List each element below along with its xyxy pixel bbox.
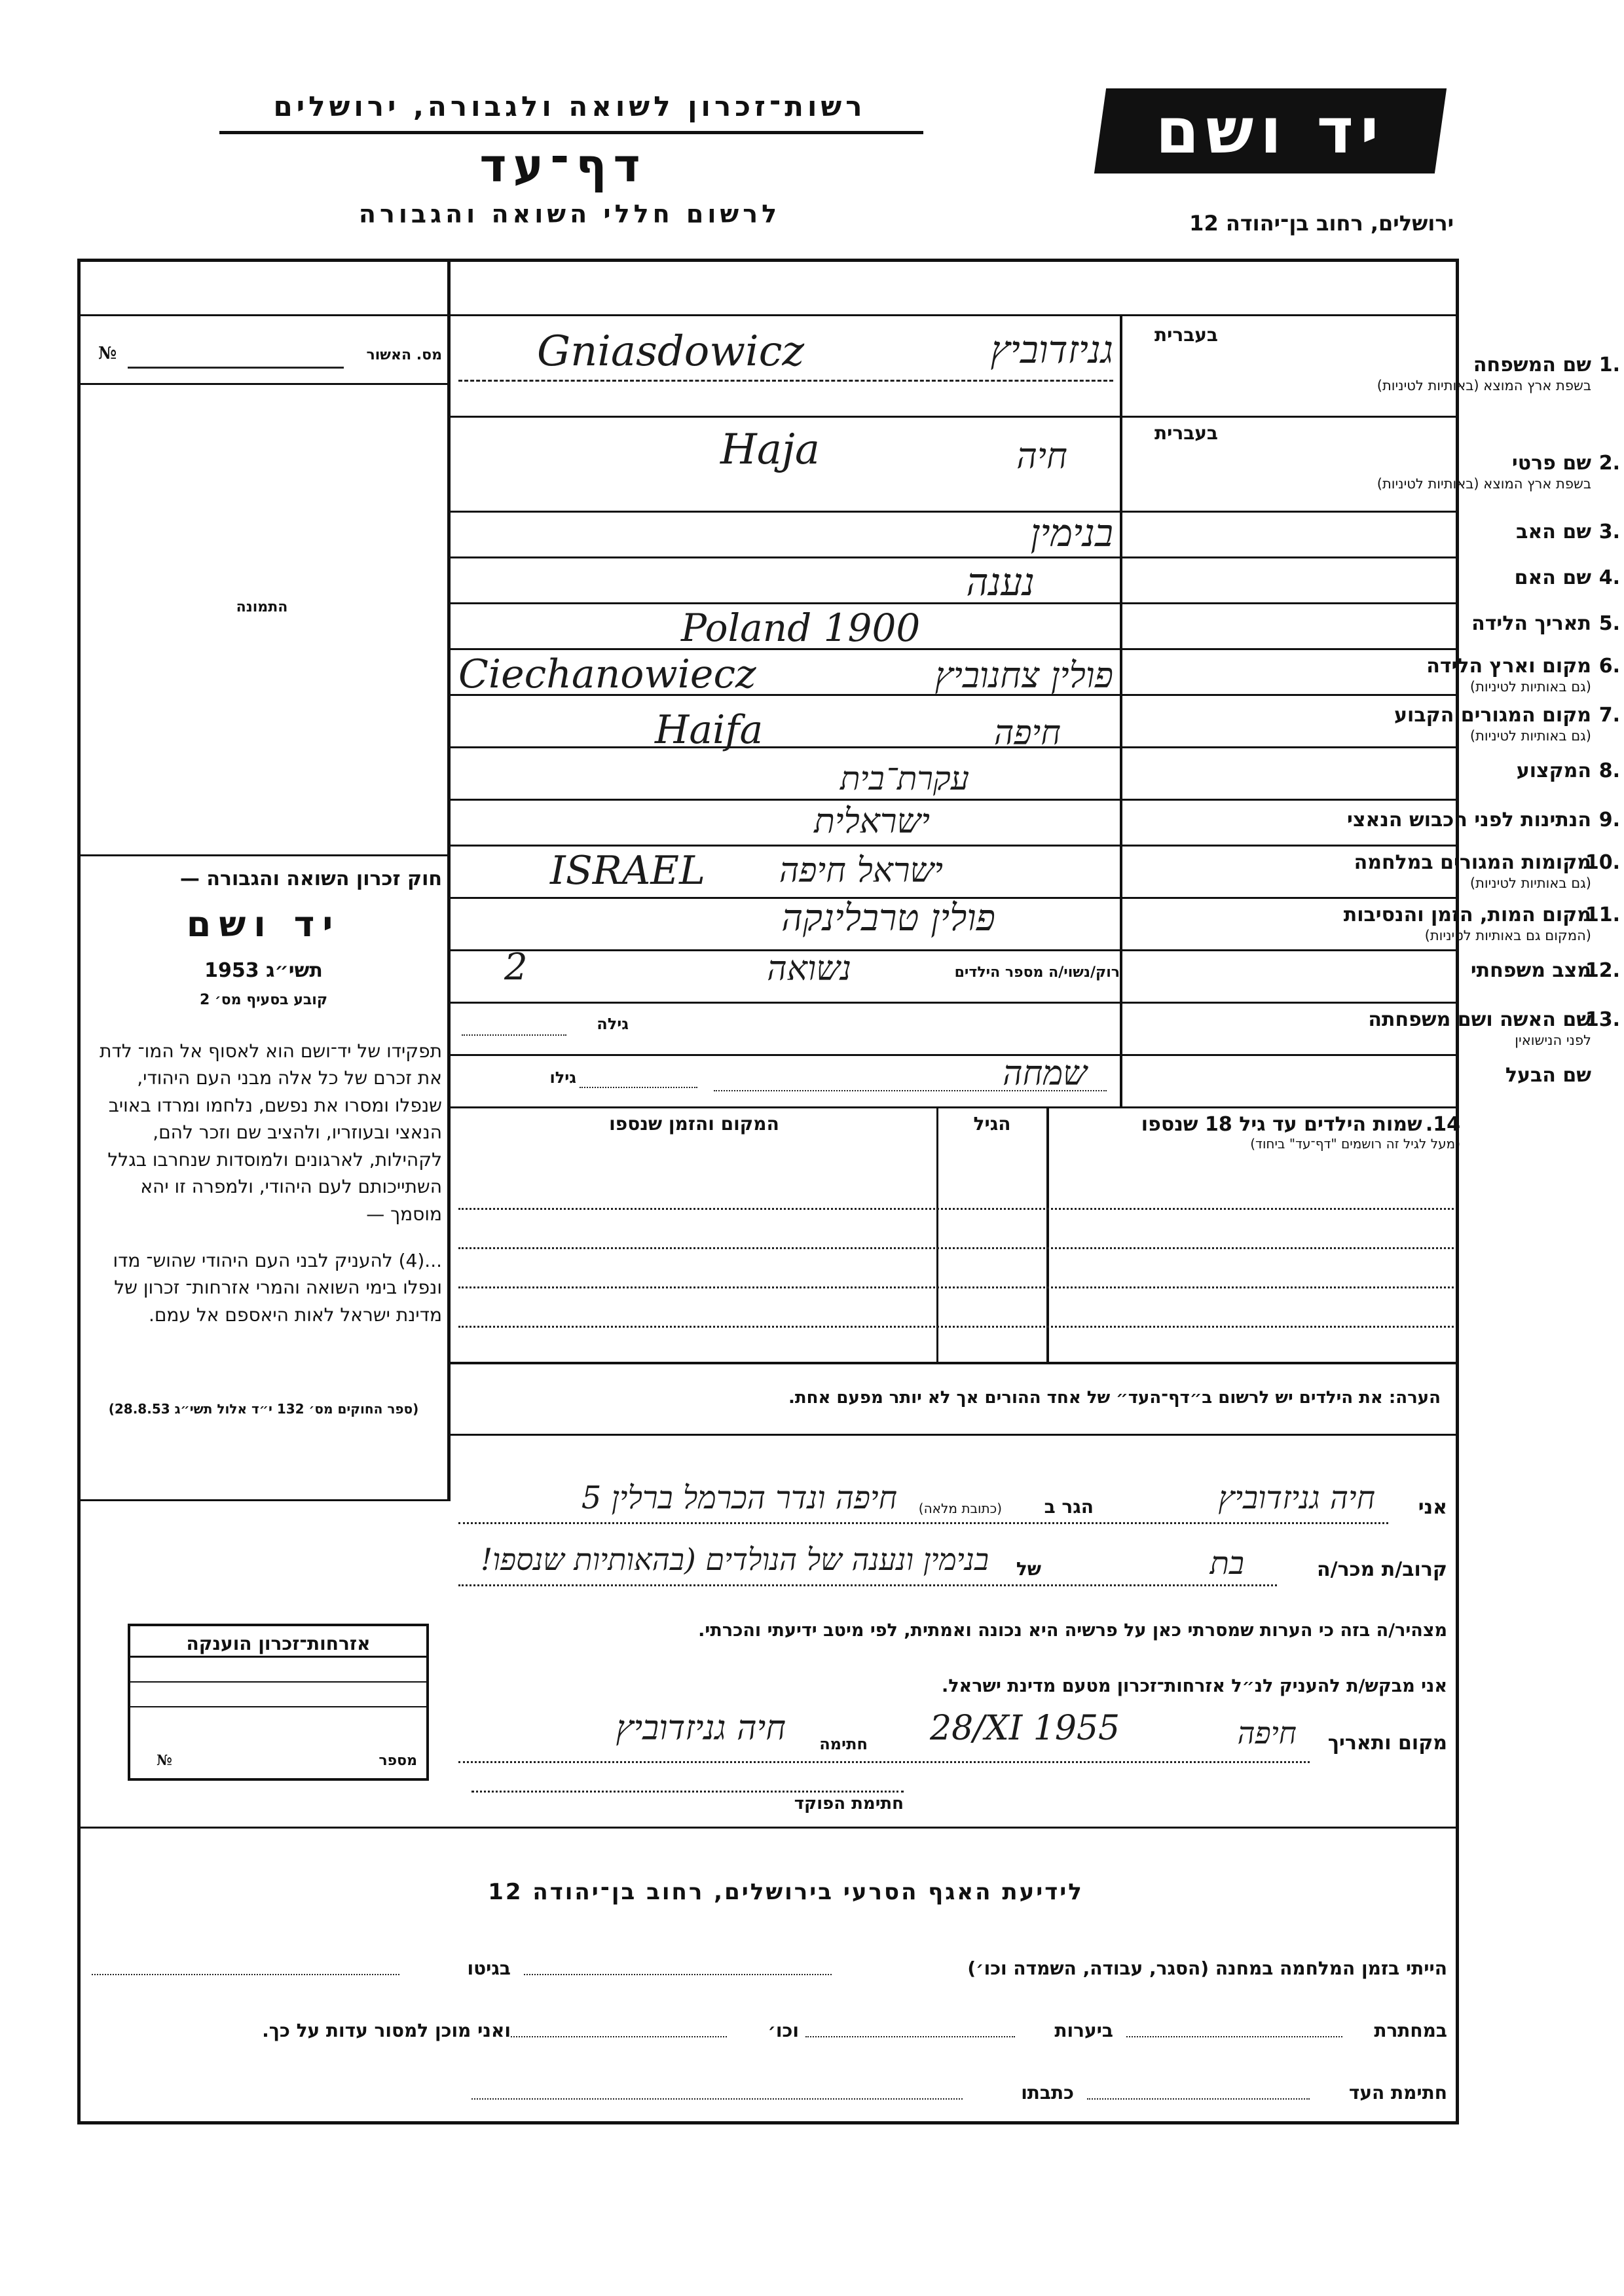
law-name: יד ושם (186, 903, 341, 945)
footer-notice: לידיעת האגף הסרעי בירושלים, רחוב בן־יהודה 12 (488, 1879, 1084, 1905)
footer-line3-a: חתימת העד (1348, 2082, 1447, 2104)
field-13-label: 13. שם האשה ושם משפחתה לפני הנישואין (1368, 1008, 1620, 1048)
declaration-of-value: בנימין ונענה של הנולדים (בהאותיות שנספו! (480, 1542, 989, 1577)
law-text: תפקידו של יד־ושם הוא לאסוף אל המו־ לדת את זכרם של כל אלה מבני העם היהודי, שנפלו ומסרו את נפשם, נלחמו ומרדו באויב הנאצי ובעוזריו, ולהציב שם וזכר להם, לקהילות, לארגונים ולמוסדות שנחרבו בגלל השתייכותם לעם היהודי, ולמפרה זו יהא מוסמך — (100, 1040, 442, 1225)
declaration-relation-label: קרוב/ת מכר/ה (1317, 1558, 1447, 1581)
place-date-label: מקום ותאריך (1327, 1732, 1447, 1755)
row-line (451, 845, 1459, 847)
field-5-value-latin: Poland 1900 (681, 606, 921, 650)
left-column-divider (447, 259, 451, 1499)
field-3-label: 3. שם האב (1516, 520, 1620, 543)
footer-line2-b: ביערות (1054, 2020, 1113, 2041)
declaration-statement: מצהיר/ה בזה כי הערות שמסרתי כאן על פרשיה היא נכונה ואמתית, לפי מיטב ידיעתי והכרתי. (698, 1620, 1447, 1641)
form-title: דף־עד (479, 139, 647, 192)
footer-line3-b: כתבתו (1021, 2082, 1074, 2104)
law-title: חוק זכרון השואה והגבורה — (179, 867, 442, 890)
footer-line1-a: הייתי בזמן המלחמה במחנה (הסגר, עבודה, השמדה וכו׳) (967, 1958, 1447, 1979)
footer-dots-1 (524, 1974, 832, 1975)
place-value: חיפה (1237, 1715, 1297, 1751)
field-3-value-hebrew: בנימין (1030, 511, 1113, 555)
label-column-divider (1120, 314, 1122, 1106)
field-12-label: 12. מצב משפחתי (1470, 959, 1620, 982)
law-text-continued: ...(4) להעניק לבני העם היהודי שהוש־ מדו ונפלו בימי השואה והמרי אזרחות־ זכרון של מדינת ישראל לאות היאספם אל עמם. (113, 1250, 442, 1326)
field-2-value-hebrew: חיה (1016, 435, 1067, 477)
date-value: 28/XI 1955 (930, 1709, 1120, 1748)
field-9-value-hebrew: ישראלית (814, 802, 930, 841)
row-line (451, 416, 1459, 418)
declaration-address-value: חיפה ונדר הכרמל ברלין 5 (581, 1480, 897, 1516)
field-7-value-latin: Haifa (655, 707, 764, 753)
citizenship-box-number: מספר (378, 1753, 417, 1769)
top-row-line (77, 314, 1459, 316)
footer-line2-c: וכו׳ (767, 2020, 799, 2041)
row-line (451, 1106, 1459, 1108)
citizenship-box-title: אזרחות־זכרון הוענקה (130, 1626, 426, 1658)
footer-separator (77, 1827, 1459, 1829)
declaration-resides-label: הגר ב (1044, 1496, 1094, 1518)
children-col-age: הגיל (973, 1113, 1011, 1135)
footer-dots-2b (805, 2036, 1015, 2037)
husband-name-value: שמחה (1003, 1054, 1087, 1093)
form-subtitle: לרשום חללי השואה והגבורה (358, 200, 781, 228)
field-10-label: 10. מקומות המגורים במלחמה (גם באותיות לטיניות) (1354, 851, 1620, 891)
husband-name-line (714, 1090, 1107, 1091)
logo-text: יד ושם (1155, 94, 1386, 168)
header-address: ירושלים, רחוב בן־יהודה 12 (1189, 211, 1454, 236)
row-line (451, 648, 1459, 650)
husband-age-label: גילו (549, 1068, 576, 1087)
footer-line2-a: במחתרת (1374, 2020, 1447, 2041)
declaration-i-value: חיה גניזדוביץ (1218, 1480, 1375, 1516)
citizenship-box-row (130, 1683, 426, 1707)
footer-dots-2c (511, 2036, 727, 2037)
field-4-label: 4. שם האם (1514, 566, 1620, 589)
signature-line (458, 1761, 1310, 1763)
field-1-value-latin: Gniasdowicz (537, 327, 805, 376)
children-row (458, 1286, 1454, 1288)
field-6-value-hebrew: פולין צחנוביץ (934, 655, 1113, 696)
children-label: 14. שמות הילדים עד גיל 18 שנספו (מעל לגיל זה רושמים "דף־עד" ביחוד) (1141, 1113, 1460, 1152)
citizenship-box-mark: № (157, 1752, 172, 1769)
official-signature-label: חתימת הפוקד (794, 1794, 904, 1813)
husband-age-line (580, 1087, 697, 1088)
children-row (458, 1208, 1454, 1210)
signature-value: חיה גניזדוביץ (616, 1709, 786, 1748)
yad-vashem-logo (1094, 88, 1447, 173)
row-line (451, 1002, 1459, 1004)
approval-number-line (128, 367, 344, 369)
footer-dots-1b (92, 1974, 399, 1975)
field-11-value-hebrew: פולין טרבלינקה (781, 897, 995, 939)
children-row (458, 1247, 1454, 1249)
declaration-address-hint: (כתובת מלאה) (918, 1501, 1002, 1516)
children-col-divider (936, 1106, 938, 1362)
field-10-value-latin: ISRAEL (550, 848, 705, 894)
field-12-value-number: 2 (504, 946, 528, 989)
field-10-value-hebrew: ישראל חיפה (779, 851, 943, 890)
field-7-label: 7. מקום המגורים הקבוע (גם באותיות לטיניות) (1394, 704, 1620, 744)
field-8-value-hebrew: עקרת־בית (840, 759, 969, 797)
photo-box-bottom (77, 854, 451, 856)
footer-dots-3 (1087, 2098, 1310, 2100)
field-12-sub: רוק/נשוי/ה מספר הילדים (954, 964, 1120, 981)
row-line (451, 799, 1459, 801)
husband-name-label: שם הבעל (1505, 1064, 1591, 1087)
institution-underline (219, 131, 923, 134)
field-5-label: 5. תאריך הלידה (1471, 612, 1620, 635)
field-6-value-latin: Ciechanowiecz (458, 651, 756, 697)
field-2-lang: בעברית (1154, 422, 1218, 444)
note-bottom (451, 1434, 1459, 1436)
footer-line2-d: ואני מוכן למסור עדות על כך. (262, 2020, 511, 2041)
left-column-bottom (77, 1499, 451, 1501)
declaration-relation-value: בת (1209, 1545, 1244, 1582)
field-2-label: 2. שם פרטי בשפת ארץ המוצא (באותיות לטיניות) (1376, 452, 1620, 492)
footer-dots-2 (1126, 2036, 1342, 2037)
field-4-value-hebrew: נענה (966, 560, 1035, 604)
field-1-dots (458, 380, 1113, 382)
approval-number-label: מס. האשור (366, 347, 442, 363)
law-section: קובע בסעיף מס׳ 2 (199, 992, 328, 1008)
footer-dots-3b (471, 2098, 963, 2100)
citizenship-box-row (130, 1658, 426, 1683)
approval-number-mark: № (98, 344, 117, 363)
field-1-value-hebrew: גניזדוביץ (990, 327, 1113, 372)
law-reference: (ספר החוקים מס׳ 132 י״ד אלול תשי״ג 28.8.53) (108, 1401, 419, 1417)
field-12-value-hebrew: נשואה (767, 949, 851, 989)
institution-name: רשות־זכרון לשואה ולגבורה, ירושלים (273, 90, 866, 122)
field-1-lang: בעברית (1154, 324, 1218, 346)
field-2-value-latin: Haja (720, 426, 820, 474)
children-row (458, 1326, 1454, 1328)
field-9-label: 9. הנתינות לפני הכבוש הנאצי (1347, 809, 1620, 831)
children-col-divider (1046, 1106, 1049, 1362)
field-6-label: 6. מקום וארץ הלידה (גם באותיות לטיניות) (1426, 655, 1620, 695)
field-7-value-hebrew: חיפה (993, 714, 1061, 753)
declaration-line-1 (458, 1522, 1388, 1524)
signature-label: חתימה (819, 1735, 868, 1753)
official-signature-line (471, 1791, 904, 1793)
row-line (451, 556, 1459, 558)
photo-box-top (77, 383, 451, 385)
field-1-label: 1. שם המשפחה בשפת ארץ המוצא (באותיות לטיניות) (1376, 354, 1620, 393)
children-bottom (451, 1362, 1459, 1364)
row-line (451, 949, 1459, 951)
field-11-label: 11. מקום המות, הזמן והנסיבות (המקום גם באותיות לטיניות) (1343, 903, 1620, 943)
children-note: הערה: את הילדים יש לרשום ב״דף־העד״ של אחד ההורים אך לא יותר מפעם אחת. (788, 1388, 1441, 1408)
field-13-age-label: גילה (597, 1015, 629, 1033)
citizenship-box (128, 1624, 429, 1781)
declaration-request: אני מבקש/ת להעניק לנ״ל אזרחות־זכרון מטעם מדינת ישראל. (941, 1676, 1447, 1696)
declaration-line-2 (458, 1584, 1277, 1586)
field-8-label: 8. המקצוע (1516, 759, 1620, 782)
law-year: תשי״ג 1953 (204, 959, 323, 982)
footer-line1-b: בגיטו (467, 1958, 511, 1979)
field-13-age-line (462, 1034, 566, 1036)
declaration-of-label: של (1016, 1558, 1041, 1580)
declaration-i-label: אני (1418, 1496, 1447, 1519)
children-col-place: המקום והזמן שנספו (609, 1113, 779, 1135)
photo-label: התמונה (236, 599, 288, 615)
